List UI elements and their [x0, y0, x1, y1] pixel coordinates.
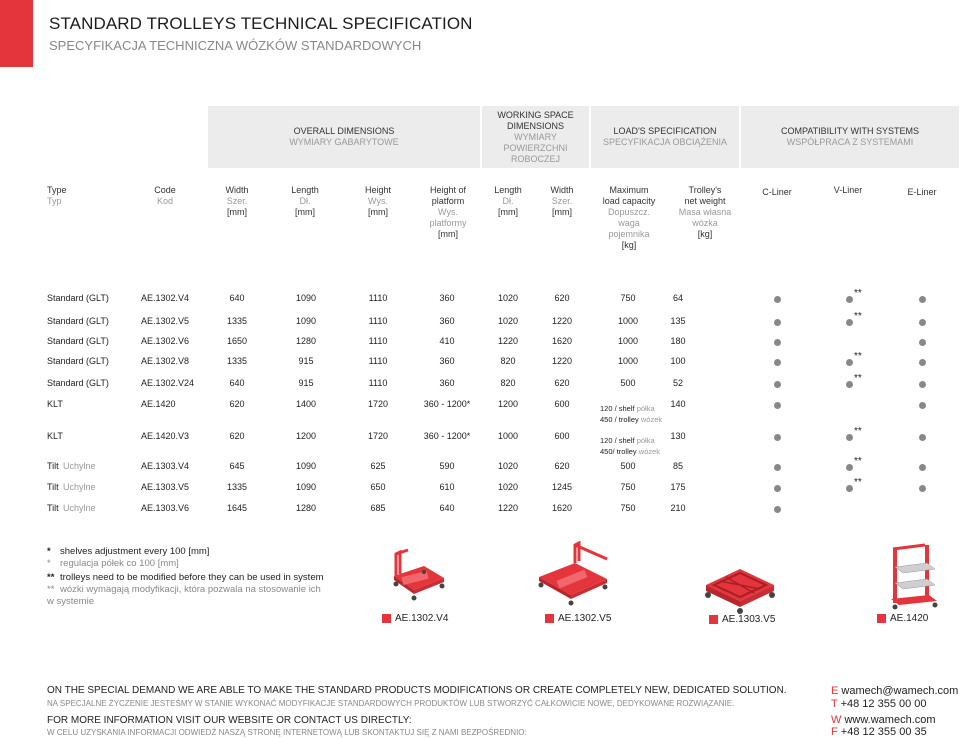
group-label: DIMENSIONS	[506, 120, 564, 131]
row-height: 625	[370, 461, 386, 471]
row-type-pl: Uchylne	[63, 503, 96, 513]
v-liner-mark: **	[854, 477, 862, 488]
row-max-load: 500	[620, 461, 636, 471]
row-length: 1280	[295, 336, 317, 346]
e-liner-dot	[919, 464, 926, 471]
row-type-pl: Uchylne	[63, 482, 96, 492]
row-type: KLT	[47, 431, 63, 441]
row-net-weight: 175	[670, 482, 686, 492]
row-ws-length: 1000	[497, 431, 519, 441]
row-ws-length: 1200	[497, 399, 519, 409]
row-code: AE.1302.V4	[141, 293, 190, 303]
row-ws-width: 1620	[551, 336, 573, 346]
e-liner-dot	[919, 434, 926, 441]
row-net-weight: 85	[672, 461, 683, 471]
row-height: 650	[370, 482, 386, 492]
e-liner-dot	[919, 402, 926, 409]
row-length: 1090	[295, 316, 317, 326]
trolley-klt-image	[885, 543, 941, 613]
row-platform: 590	[439, 461, 455, 471]
group-label-pl: WSPÓŁPRACA Z SYSTEMAMI	[786, 137, 914, 147]
row-ws-length: 820	[500, 356, 516, 366]
v-liner-dot	[846, 464, 853, 471]
group-working-space	[482, 106, 589, 168]
footnote-1: * shelves adjustment every 100 [mm] * regulacja półek co 100 [mm]	[47, 546, 210, 569]
row-ws-width: 1620	[551, 503, 573, 513]
row-platform: 360 - 1200*	[423, 431, 471, 441]
row-type: Standard (GLT)	[47, 336, 109, 346]
col-header-ws-width: Width Szer. [mm]	[550, 185, 574, 217]
row-width: 645	[229, 461, 245, 471]
group-label-pl: WYMIARY POWIERZCHNI	[503, 131, 568, 153]
contact-fax: F +48 12 355 00 35	[831, 726, 927, 738]
contact-email[interactable]: E wamech@wamech.com	[831, 685, 959, 697]
footer-demand-pl: NA SPECJALNE ŻYCZENIE JESTEŚMY W STANIE WYKONAĆ MODYFIKACJE STANDARDOWYCH PRODUKTÓW LUB STWORZYĆ CAŁKOWICIE NOWE, DEDYKOWANE ROZWIĄZANIE.	[47, 699, 735, 708]
row-type: Standard (GLT)	[47, 293, 109, 303]
c-liner-dot	[774, 485, 781, 492]
row-ws-width: 600	[554, 399, 570, 409]
row-width: 1335	[226, 316, 248, 326]
row-platform: 360 - 1200*	[423, 399, 471, 409]
row-ws-width: 620	[554, 378, 570, 388]
c-liner-dot	[774, 339, 781, 346]
row-ws-width: 600	[554, 431, 570, 441]
page-subtitle: SPECYFIKACJA TECHNICZNA WÓZKÓW STANDARDOWYCH	[49, 38, 422, 53]
row-net-weight: 64	[672, 293, 683, 303]
v-liner-mark: **	[854, 288, 862, 299]
row-net-weight: 210	[670, 503, 686, 513]
v-liner-dot	[846, 296, 853, 303]
group-load-specification	[591, 106, 739, 168]
row-max-load: 750	[620, 503, 636, 513]
v-liner-dot	[846, 434, 853, 441]
c-liner-dot	[774, 359, 781, 366]
row-type: Tilt	[47, 503, 59, 513]
row-length: 1090	[295, 293, 317, 303]
row-type: KLT	[47, 399, 63, 409]
group-label: WORKING SPACE	[497, 109, 574, 120]
c-liner-dot	[774, 434, 781, 441]
row-net-weight: 100	[670, 356, 686, 366]
v-liner-mark: **	[854, 373, 862, 384]
row-type: Standard (GLT)	[47, 316, 109, 326]
group-label-pl: SPECYFIKACJA OBCIĄŻENIA	[602, 137, 728, 147]
brand-accent-bar	[0, 0, 33, 67]
caption-v5: AE.1302.V5	[558, 613, 612, 624]
group-label: OVERALL DIMENSIONS	[293, 126, 395, 136]
caption-swatch	[877, 614, 886, 623]
row-max-load: 1000	[617, 336, 639, 346]
row-type-pl: Uchylne	[63, 461, 96, 471]
col-header-type: Type Typ	[47, 185, 67, 206]
row-ws-length: 820	[500, 378, 516, 388]
col-header-code: Code Kod	[154, 185, 176, 206]
row-net-weight: 130	[670, 431, 686, 441]
v-liner-dot	[846, 319, 853, 326]
row-ws-length: 1020	[497, 293, 519, 303]
row-length: 915	[298, 378, 314, 388]
row-width: 620	[229, 399, 245, 409]
page-title: STANDARD TROLLEYS TECHNICAL SPECIFICATION	[49, 14, 473, 33]
footer-demand-en: ON THE SPECIAL DEMAND WE ARE ABLE TO MAKE THE STANDARD PRODUCTS MODIFICATIONS OR CREATE COMPLETELY NEW, DEDICATED SOLUTION.	[47, 685, 787, 696]
col-header-height: Height Wys. [mm]	[364, 185, 391, 217]
caption-tilt-v5: AE.1303.V5	[722, 614, 776, 625]
group-label-pl: WYMIARY GABARYTOWE	[289, 137, 399, 147]
row-ws-length: 1020	[497, 482, 519, 492]
row-ws-width: 1245	[551, 482, 573, 492]
contact-phone: T +48 12 355 00 00	[831, 698, 927, 710]
row-width: 1645	[226, 503, 248, 513]
e-liner-dot	[919, 296, 926, 303]
row-type: Standard (GLT)	[47, 356, 109, 366]
row-ws-width: 620	[554, 461, 570, 471]
row-code: AE.1303.V5	[141, 482, 190, 492]
row-width: 640	[229, 293, 245, 303]
col-header-v-liner: V-Liner	[833, 185, 863, 195]
row-code: AE.1420.V3	[141, 431, 190, 441]
v-liner-dot	[846, 359, 853, 366]
trolley-tilt-image	[700, 555, 780, 615]
row-code: AE.1302.V24	[141, 378, 195, 388]
row-width: 620	[229, 431, 245, 441]
row-height: 1110	[368, 378, 388, 388]
trolley-v5-image	[535, 541, 611, 609]
row-ws-length: 1020	[497, 461, 519, 471]
row-platform: 360	[439, 356, 455, 366]
col-header-width: Width Szer. [mm]	[225, 185, 249, 217]
row-length: 915	[298, 356, 314, 366]
row-width: 640	[229, 378, 245, 388]
row-type: Standard (GLT)	[47, 378, 109, 388]
row-max-load: 1000	[617, 356, 639, 366]
contact-website[interactable]: W www.wamech.com	[831, 714, 936, 726]
group-label: LOAD'S SPECIFICATION	[613, 126, 717, 136]
v-liner-mark: **	[854, 426, 862, 437]
row-platform: 410	[439, 336, 455, 346]
row-length: 1280	[295, 503, 317, 513]
c-liner-dot	[774, 506, 781, 513]
row-height: 1720	[367, 399, 389, 409]
row-code: AE.1303.V4	[141, 461, 190, 471]
row-width: 1335	[226, 482, 248, 492]
row-height: 1110	[368, 336, 388, 346]
row-ws-width: 1220	[551, 356, 573, 366]
e-liner-dot	[919, 319, 926, 326]
footnote-2: ** trolleys need to be modified before they can be used in system ** wózki wymagają modyfikacji, która pozwala na stosowanie ich w systemie	[47, 572, 324, 607]
caption-klt: AE.1420	[890, 613, 929, 624]
col-header-net-weight: Trolley's net weight Masa własna wózka [kg]	[678, 185, 732, 239]
group-overall-dimensions	[208, 106, 480, 168]
row-height: 685	[370, 503, 386, 513]
row-net-weight: 52	[672, 378, 683, 388]
caption-v4: AE.1302.V4	[395, 613, 449, 624]
row-code: AE.1302.V5	[141, 316, 190, 326]
col-header-max-load: Maximum load capacity Dopuszcz. waga pojemnika [kg]	[602, 185, 656, 250]
v-liner-dot	[846, 381, 853, 388]
col-header-c-liner: C-Liner	[762, 187, 792, 197]
row-platform: 360	[439, 293, 455, 303]
row-net-weight: 140	[670, 399, 686, 409]
e-liner-dot	[919, 359, 926, 366]
row-max-load: 750	[620, 482, 636, 492]
group-label: COMPATIBILITY WITH SYSTEMS	[780, 126, 919, 136]
row-ws-width: 620	[554, 293, 570, 303]
caption-swatch	[545, 614, 554, 623]
row-length: 1090	[295, 461, 317, 471]
row-max-load: 1000	[617, 316, 639, 326]
row-max-load: 500	[620, 378, 636, 388]
row-max-load: 750	[620, 293, 636, 303]
trolley-v4-image	[388, 548, 448, 610]
e-liner-dot	[919, 485, 926, 492]
row-width: 1335	[226, 356, 248, 366]
row-net-weight: 135	[670, 316, 686, 326]
v-liner-dot	[846, 485, 853, 492]
v-liner-mark: **	[854, 351, 862, 362]
row-platform: 360	[439, 378, 455, 388]
row-ws-length: 1220	[497, 336, 519, 346]
v-liner-mark: **	[854, 456, 862, 467]
row-length: 1090	[295, 482, 317, 492]
row-platform: 610	[439, 482, 455, 492]
row-height: 1110	[368, 293, 388, 303]
row-type: Tilt	[47, 461, 59, 471]
row-max-load: 120 / shelf półka 450 / trolley wózek	[600, 404, 663, 424]
e-liner-dot	[919, 339, 926, 346]
caption-swatch	[382, 614, 391, 623]
row-platform: 360	[439, 316, 455, 326]
row-platform: 640	[439, 503, 455, 513]
col-header-length: Length Dł. [mm]	[291, 185, 319, 217]
row-ws-length: 1020	[497, 316, 519, 326]
row-code: AE.1420	[141, 399, 176, 409]
v-liner-mark: **	[854, 311, 862, 322]
e-liner-dot	[919, 381, 926, 388]
group-label-pl: ROBOCZEJ	[510, 153, 560, 164]
c-liner-dot	[774, 464, 781, 471]
row-code: AE.1302.V6	[141, 336, 190, 346]
row-net-weight: 180	[670, 336, 686, 346]
c-liner-dot	[774, 296, 781, 303]
c-liner-dot	[774, 402, 781, 409]
col-header-ws-length: Length Dł. [mm]	[494, 185, 522, 217]
col-header-e-liner: E-Liner	[907, 187, 937, 197]
row-ws-width: 1220	[551, 316, 573, 326]
col-header-platform-height: Height of platform Wys. platformy [mm]	[429, 185, 467, 239]
row-height: 1110	[368, 316, 388, 326]
caption-swatch	[709, 615, 718, 624]
row-length: 1200	[295, 431, 317, 441]
footer-info-en: FOR MORE INFORMATION VISIT OUR WEBSITE OR CONTACT US DIRECTLY:	[47, 715, 412, 726]
c-liner-dot	[774, 319, 781, 326]
group-compatibility	[741, 106, 959, 168]
row-code: AE.1303.V6	[141, 503, 190, 513]
row-height: 1720	[367, 431, 389, 441]
row-ws-length: 1220	[497, 503, 519, 513]
row-length: 1400	[295, 399, 317, 409]
row-type: Tilt	[47, 482, 59, 492]
footer-info-pl: W CELU UZYSKANIA INFORMACJI ODWIEDŹ NASZĄ STRONĘ INTERNETOWĄ LUB SKONTAKTUJ SIĘ Z NAMI BEZPOŚREDNIO:	[47, 728, 527, 737]
c-liner-dot	[774, 381, 781, 388]
row-height: 1110	[368, 356, 388, 366]
row-width: 1650	[226, 336, 248, 346]
row-max-load: 120 / shelf półka 450/ trolley wózek	[600, 436, 661, 456]
row-code: AE.1302.V8	[141, 356, 190, 366]
